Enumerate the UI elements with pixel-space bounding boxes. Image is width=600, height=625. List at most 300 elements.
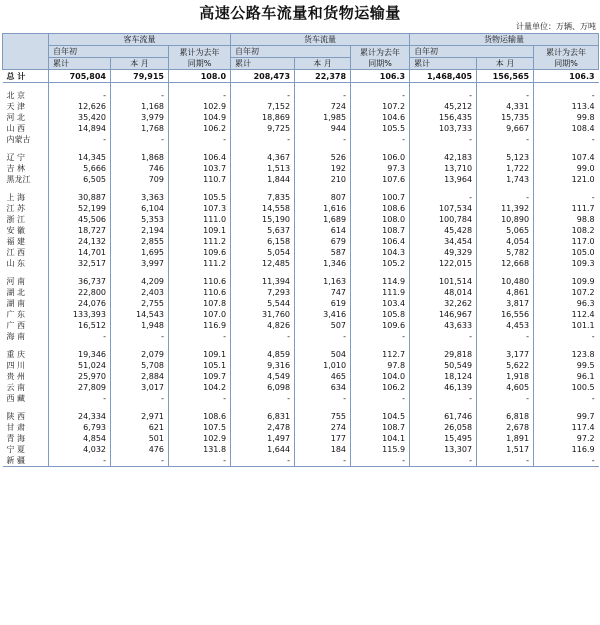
table-cell: 13,710	[410, 163, 477, 174]
table-row	[3, 112, 599, 123]
table-cell: -	[169, 90, 231, 101]
table-cell: 5,782	[477, 247, 534, 258]
table-cell: 101,514	[410, 276, 477, 287]
table-cell: 15,495	[410, 433, 477, 444]
table-cell: 51,024	[49, 360, 111, 371]
table-cell: 1,948	[111, 320, 169, 331]
table-cell: 5,622	[477, 360, 534, 371]
table-cell: 100.5	[534, 382, 599, 393]
spacer-cell	[295, 185, 351, 192]
month-header: 本 月	[477, 58, 534, 70]
table-row	[3, 349, 599, 360]
table-cell: 4,331	[477, 101, 534, 112]
table-cell: 22,378	[295, 70, 351, 83]
table-cell: 619	[295, 298, 351, 309]
table-cell: 7,835	[231, 192, 295, 203]
table-cell: 6,793	[49, 422, 111, 433]
spacer-cell	[169, 342, 231, 349]
table-cell: 30,887	[49, 192, 111, 203]
table-cell: 133,393	[49, 309, 111, 320]
table-cell: 99.0	[534, 163, 599, 174]
region-name: 吉 林	[6, 164, 26, 173]
table-cell: 109.6	[169, 247, 231, 258]
table-cell: 501	[111, 433, 169, 444]
unit-label: 计量单位：万辆、万吨	[516, 22, 596, 31]
table-cell: 2,079	[111, 349, 169, 360]
table-cell: 107,534	[410, 203, 477, 214]
table-cell: 14,894	[49, 123, 111, 134]
region-name: 甘 肃	[6, 423, 26, 432]
table-cell: 5,708	[111, 360, 169, 371]
table-cell: 107.3	[169, 203, 231, 214]
table-cell: 106.4	[351, 236, 410, 247]
table-cell: 43,633	[410, 320, 477, 331]
table-cell: 31,760	[231, 309, 295, 320]
passenger-group-header: 客车流量	[49, 34, 231, 46]
table-row	[3, 192, 599, 203]
region-name: 湖 南	[6, 299, 26, 308]
table-cell: 107.2	[351, 101, 410, 112]
table-cell: 2,884	[111, 371, 169, 382]
ytd-header: 自年初	[410, 46, 534, 58]
table-row	[3, 382, 599, 393]
table-cell: 755	[295, 411, 351, 422]
table-cell: 97.2	[534, 433, 599, 444]
table-cell: 110.6	[169, 287, 231, 298]
table-cell: 25,970	[49, 371, 111, 382]
table-cell: -	[534, 331, 599, 342]
table-cell: 104.9	[169, 112, 231, 123]
spacer-cell	[111, 404, 169, 411]
table-cell: 2,971	[111, 411, 169, 422]
table-row	[3, 444, 599, 455]
table-cell: 7,293	[231, 287, 295, 298]
table-cell: 105.2	[351, 258, 410, 269]
table-cell: 6,831	[231, 411, 295, 422]
spacer-cell	[295, 404, 351, 411]
spacer-cell	[477, 145, 534, 152]
group-spacer	[3, 404, 599, 411]
table-cell: -	[231, 90, 295, 101]
spacer-cell	[351, 269, 410, 276]
table-cell: 103.7	[169, 163, 231, 174]
group-spacer	[3, 342, 599, 349]
table-cell: 111.2	[169, 236, 231, 247]
table-cell: 105.0	[534, 247, 599, 258]
table-cell: 105.8	[351, 309, 410, 320]
table-cell: 1,689	[295, 214, 351, 225]
table-cell: -	[111, 331, 169, 342]
region-name: 云 南	[6, 383, 26, 392]
table-cell: 1,168	[111, 101, 169, 112]
table-cell: 107.0	[169, 309, 231, 320]
table-cell: 12,668	[477, 258, 534, 269]
table-cell: -	[410, 134, 477, 145]
table-cell: 114.9	[351, 276, 410, 287]
table-cell: 106.2	[169, 123, 231, 134]
table-cell: 192	[295, 163, 351, 174]
table-cell: 5,054	[231, 247, 295, 258]
table-cell: 7,152	[231, 101, 295, 112]
region-name: 北 京	[6, 91, 26, 100]
region-name: 广 西	[6, 321, 26, 330]
table-cell: 3,817	[477, 298, 534, 309]
table-cell: 99.7	[534, 411, 599, 422]
spacer-cell	[169, 404, 231, 411]
region-name: 天 津	[6, 102, 26, 111]
spacer-cell	[410, 83, 477, 91]
table-cell: 36,737	[49, 276, 111, 287]
table-row	[3, 236, 599, 247]
table-row	[3, 371, 599, 382]
cumulative-header: 累计	[410, 58, 477, 70]
table-cell: 105.5	[351, 123, 410, 134]
table-cell: 679	[295, 236, 351, 247]
region-name: 重 庆	[6, 350, 26, 359]
group-spacer	[3, 83, 599, 91]
table-row	[3, 247, 599, 258]
table-cell: 1,868	[111, 152, 169, 163]
table-cell: 16,512	[49, 320, 111, 331]
table-cell: 24,132	[49, 236, 111, 247]
table-cell: 113.4	[534, 101, 599, 112]
table-cell: 107.5	[169, 422, 231, 433]
region-name: 辽 宁	[6, 153, 26, 162]
table-cell: 104.1	[351, 433, 410, 444]
table-cell: 96.3	[534, 298, 599, 309]
table-cell: 12,626	[49, 101, 111, 112]
table-row	[3, 276, 599, 287]
table-cell: -	[231, 134, 295, 145]
spacer-cell	[111, 83, 169, 91]
table-cell: -	[534, 134, 599, 145]
table-cell: 111.7	[534, 203, 599, 214]
table-cell: 45,428	[410, 225, 477, 236]
region-name: 宁 夏	[6, 445, 26, 454]
table-cell: 105.5	[169, 192, 231, 203]
table-cell: 1,891	[477, 433, 534, 444]
table-cell: 705,804	[49, 70, 111, 83]
table-cell: 107.6	[351, 174, 410, 185]
page-title: 高速公路车流量和货物运输量	[199, 4, 401, 22]
spacer-cell	[169, 269, 231, 276]
spacer-cell	[231, 342, 295, 349]
spacer-cell	[49, 185, 111, 192]
table-cell: -	[351, 331, 410, 342]
table-cell: 5,353	[111, 214, 169, 225]
table-cell: 4,826	[231, 320, 295, 331]
table-cell: 5,666	[49, 163, 111, 174]
spacer-cell	[534, 83, 599, 91]
spacer-cell	[534, 145, 599, 152]
table-cell: 3,177	[477, 349, 534, 360]
table-cell: 101.1	[534, 320, 599, 331]
table-cell: 112.4	[534, 309, 599, 320]
table-row	[3, 287, 599, 298]
table-cell: 1,010	[295, 360, 351, 371]
spacer-cell	[534, 269, 599, 276]
table-cell: 109.7	[169, 371, 231, 382]
table-cell: 1,513	[231, 163, 295, 174]
spacer-cell	[49, 145, 111, 152]
table-cell: 14,345	[49, 152, 111, 163]
table-cell: 208,473	[231, 70, 295, 83]
table-cell: -	[169, 134, 231, 145]
table-cell: 24,076	[49, 298, 111, 309]
region-name: 山 西	[6, 124, 26, 133]
spacer-cell	[169, 185, 231, 192]
table-cell: 108.4	[534, 123, 599, 134]
table-cell: 111.0	[169, 214, 231, 225]
table-cell: 587	[295, 247, 351, 258]
spacer-cell	[477, 185, 534, 192]
month-header: 本 月	[295, 58, 351, 70]
table-cell: 1,722	[477, 163, 534, 174]
table-cell: 1,768	[111, 123, 169, 134]
region-name: 浙 江	[6, 215, 26, 224]
spacer-cell	[111, 145, 169, 152]
table-cell: 1,985	[295, 112, 351, 123]
table-cell: 177	[295, 433, 351, 444]
table-cell: -	[477, 192, 534, 203]
table-cell: 29,818	[410, 349, 477, 360]
spacer-cell	[477, 404, 534, 411]
region-name: 内蒙古	[6, 135, 31, 144]
spacer-cell	[351, 342, 410, 349]
table-cell: 1,497	[231, 433, 295, 444]
truck-group-header: 货车流量	[231, 34, 410, 46]
table-cell: 103,733	[410, 123, 477, 134]
spacer-cell	[111, 269, 169, 276]
table-cell: 108.6	[169, 411, 231, 422]
table-cell: 1,918	[477, 371, 534, 382]
table-cell: 1,346	[295, 258, 351, 269]
spacer-cell	[3, 269, 49, 276]
table-cell: 18,727	[49, 225, 111, 236]
table-cell: -	[169, 331, 231, 342]
table-cell: 507	[295, 320, 351, 331]
table-cell: 45,212	[410, 101, 477, 112]
table-cell: -	[534, 90, 599, 101]
group-spacer	[3, 269, 599, 276]
region-name: 安 徽	[6, 226, 26, 235]
table-cell: 5,544	[231, 298, 295, 309]
table-cell: -	[231, 393, 295, 404]
table-cell: -	[477, 393, 534, 404]
table-cell: 4,861	[477, 287, 534, 298]
spacer-cell	[534, 185, 599, 192]
table-cell: 13,307	[410, 444, 477, 455]
table-cell: -	[169, 393, 231, 404]
spacer-cell	[351, 185, 410, 192]
table-cell: 476	[111, 444, 169, 455]
spacer-cell	[477, 342, 534, 349]
table-cell: -	[351, 90, 410, 101]
spacer-cell	[477, 269, 534, 276]
table-cell: 24,334	[49, 411, 111, 422]
spacer-cell	[231, 83, 295, 91]
spacer-cell	[49, 342, 111, 349]
table-cell: 2,678	[477, 422, 534, 433]
table-cell: 15,190	[231, 214, 295, 225]
table-cell: 99.5	[534, 360, 599, 371]
table-cell: 106.0	[351, 152, 410, 163]
table-cell: 6,818	[477, 411, 534, 422]
table-cell: 5,065	[477, 225, 534, 236]
table-cell: -	[351, 455, 410, 467]
table-cell: 4,854	[49, 433, 111, 444]
table-cell: 807	[295, 192, 351, 203]
table-cell: 621	[111, 422, 169, 433]
table-cell: 156,435	[410, 112, 477, 123]
table-cell: 746	[111, 163, 169, 174]
table-cell: 5,123	[477, 152, 534, 163]
table-cell: 5,637	[231, 225, 295, 236]
table-cell: -	[410, 331, 477, 342]
table-cell: 11,394	[231, 276, 295, 287]
table-cell: 9,667	[477, 123, 534, 134]
table-cell: 184	[295, 444, 351, 455]
table-cell: 274	[295, 422, 351, 433]
table-row	[3, 331, 599, 342]
table-cell: 14,558	[231, 203, 295, 214]
table-cell: 22,800	[49, 287, 111, 298]
spacer-cell	[111, 342, 169, 349]
spacer-cell	[351, 145, 410, 152]
table-cell: -	[231, 455, 295, 467]
table-cell: -	[410, 393, 477, 404]
table-cell: 61,746	[410, 411, 477, 422]
table-cell: 42,183	[410, 152, 477, 163]
table-cell: 1,644	[231, 444, 295, 455]
table-cell: 1,844	[231, 174, 295, 185]
table-cell: 634	[295, 382, 351, 393]
spacer-cell	[3, 83, 49, 91]
table-cell: 97.3	[351, 163, 410, 174]
table-cell: 724	[295, 101, 351, 112]
table-row	[3, 203, 599, 214]
table-cell: 504	[295, 349, 351, 360]
table-cell: 104.6	[351, 112, 410, 123]
table-cell: 104.2	[169, 382, 231, 393]
table-row	[3, 134, 599, 145]
spacer-cell	[534, 404, 599, 411]
table-cell: -	[477, 455, 534, 467]
table-cell: 108.7	[351, 422, 410, 433]
table-cell: 944	[295, 123, 351, 134]
table-cell: 614	[295, 225, 351, 236]
table-cell: 97.8	[351, 360, 410, 371]
region-name: 陕 西	[6, 412, 26, 421]
table-cell: 526	[295, 152, 351, 163]
table-cell: 122,015	[410, 258, 477, 269]
spacer-cell	[410, 342, 477, 349]
spacer-cell	[351, 404, 410, 411]
table-cell: 1,743	[477, 174, 534, 185]
table-cell: 1,616	[295, 203, 351, 214]
table-row	[3, 393, 599, 404]
spacer-cell	[3, 145, 49, 152]
table-cell: 99.8	[534, 112, 599, 123]
yoy-header: 累计为去年 同期%	[534, 46, 599, 70]
region-name: 河 北	[6, 113, 26, 122]
table-cell: 4,859	[231, 349, 295, 360]
table-cell: 2,478	[231, 422, 295, 433]
region-name: 江 西	[6, 248, 26, 257]
table-cell: -	[49, 134, 111, 145]
region-name: 广 东	[6, 310, 26, 319]
table-cell: 108.0	[351, 214, 410, 225]
table-cell: 116.9	[534, 444, 599, 455]
table-cell: -	[534, 455, 599, 467]
freight-group-header: 货物运输量	[410, 34, 599, 46]
table-cell: 107.8	[169, 298, 231, 309]
table-cell: 12,485	[231, 258, 295, 269]
table-cell: 4,605	[477, 382, 534, 393]
spacer-cell	[295, 269, 351, 276]
spacer-cell	[111, 185, 169, 192]
table-cell: -	[295, 134, 351, 145]
spacer-cell	[49, 269, 111, 276]
table-row	[3, 433, 599, 444]
month-header: 本 月	[111, 58, 169, 70]
region-name: 湖 北	[6, 288, 26, 297]
table-cell: 35,420	[49, 112, 111, 123]
table-cell: 117.0	[534, 236, 599, 247]
table-cell: 108.0	[169, 70, 231, 83]
region-name: 江 苏	[6, 204, 26, 213]
table-cell: 4,032	[49, 444, 111, 455]
table-row	[3, 123, 599, 134]
table-row	[3, 163, 599, 174]
table-cell: 103.4	[351, 298, 410, 309]
table-row	[3, 225, 599, 236]
spacer-cell	[410, 269, 477, 276]
spacer-cell	[49, 404, 111, 411]
spacer-cell	[410, 185, 477, 192]
region-name: 新 疆	[3, 455, 49, 467]
ytd-header: 自年初	[231, 46, 351, 58]
table-cell: 1,163	[295, 276, 351, 287]
table-cell: 46,139	[410, 382, 477, 393]
table-row	[3, 90, 599, 101]
table-cell: 1,517	[477, 444, 534, 455]
table-row	[3, 411, 599, 422]
table-cell: 52,199	[49, 203, 111, 214]
table-cell: 3,979	[111, 112, 169, 123]
region-header-cell	[3, 34, 49, 70]
spacer-cell	[534, 342, 599, 349]
table-cell: 110.6	[169, 276, 231, 287]
table-cell: 108.2	[534, 225, 599, 236]
table-cell: 465	[295, 371, 351, 382]
table-cell: 2,403	[111, 287, 169, 298]
table-cell: 2,194	[111, 225, 169, 236]
table-row	[3, 214, 599, 225]
table-cell: 6,098	[231, 382, 295, 393]
table-cell: 146,967	[410, 309, 477, 320]
table-cell: 104.5	[351, 411, 410, 422]
table-cell: 18,124	[410, 371, 477, 382]
table-cell: 115.9	[351, 444, 410, 455]
cumulative-header: 累计	[231, 58, 295, 70]
spacer-cell	[169, 145, 231, 152]
table-cell: 747	[295, 287, 351, 298]
highway-traffic-table	[2, 33, 599, 467]
spacer-cell	[3, 342, 49, 349]
table-cell: 2,855	[111, 236, 169, 247]
table-cell: 3,017	[111, 382, 169, 393]
